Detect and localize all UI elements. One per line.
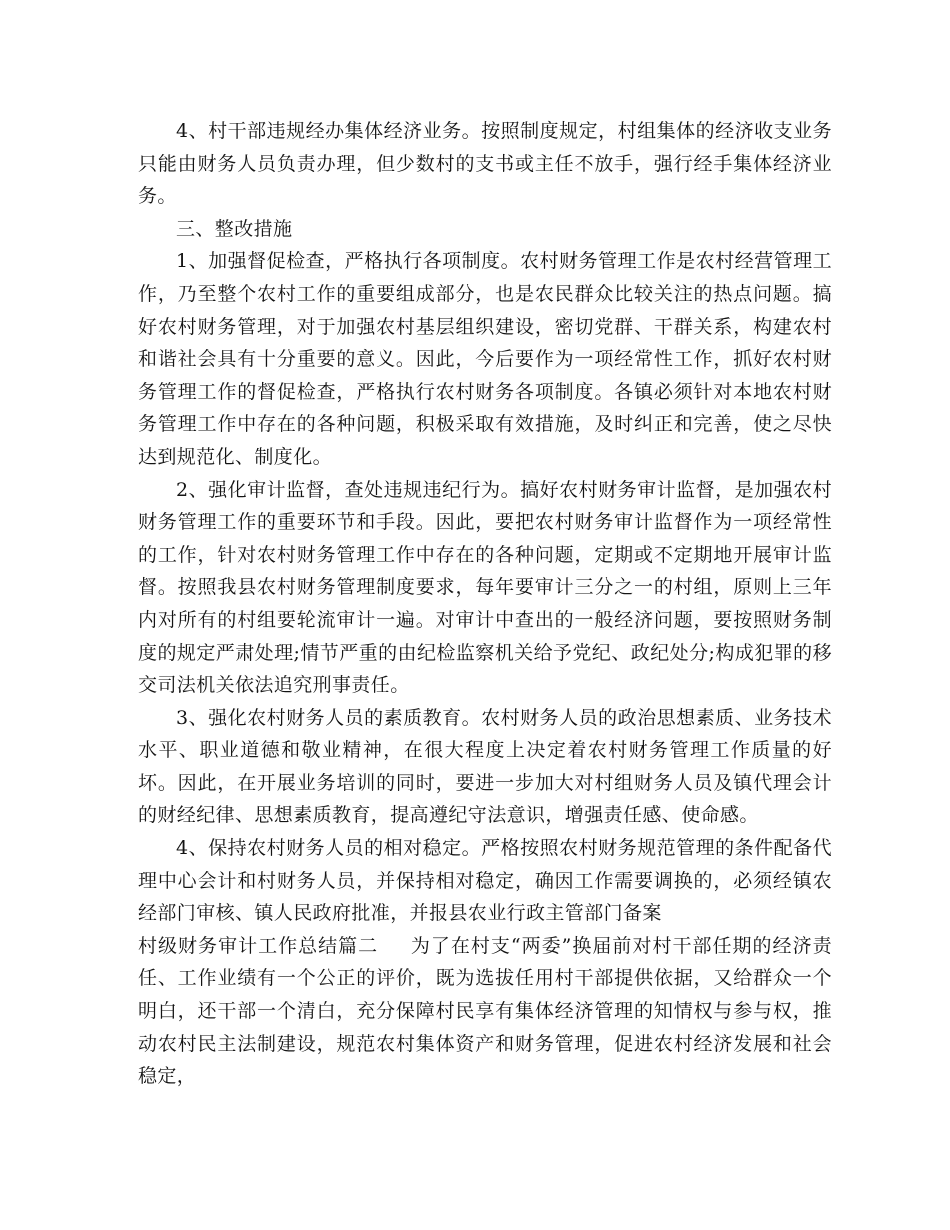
paragraph-audit-supervision: 2、强化审计监督，查处违规违纪行为。搞好农村财务审计监督，是加强农村财务管理工作的重要环节和手段。因此，要把农村财务审计监督作为一项经常性的工作，针对农村财务管理工作中存在的各种问题，定期或不定期地开展审计监督。按照我县农村财务管理制度要求，每年要审计三分之一的村组，原则上三年内对所有的村组要轮流审计一遍。对审计中查出的一般经济问题，要按照财务制度的规定严肃处理;情节严重的由纪检监察机关给予党纪、政纪处分;构成犯罪的移交司法机关依法追究刑事责任。 xyxy=(138,478,832,697)
paragraph-supervision-inspection: 1、加强督促检查，严格执行各项制度。农村财务管理工作是农村经营管理工作，乃至整个农村工作的重要组成部分，也是农民群众比较关注的热点问题。搞好农村财务管理，对于加强农村基层组织建设，密切党群、干群关系，构建农村和谐社会具有十分重要的意义。因此，今后要作为一项经常性工作，抓好农村财务管理工作的督促检查，严格执行农村财务各项制度。各镇必须针对本地农村财务管理工作中存在的各种问题，积极采取有效措施，及时纠正和完善，使之尽快达到规范化、制度化。 xyxy=(138,250,832,468)
section-heading: 村级财务审计工作总结篇二 xyxy=(138,934,379,957)
paragraph-village-cadres-violations: 4、村干部违规经办集体经济业务。按照制度规定，村组集体的经济收支业务只能由财务人员负责办理，但少数村的支书或主任不放手，强行经手集体经济业务。 xyxy=(138,120,832,208)
paragraph-staff-stability: 4、保持农村财务人员的相对稳定。严格按照农村财务规范管理的条件配备代理中心会计和村财务人员，并保持相对稳定，确因工作需要调换的，必须经镇农经部门审核、镇人民政府批准，并报县农业行政主管部门备案 xyxy=(138,837,832,925)
heading-rectification-measures: 三、整改措施 xyxy=(176,217,293,240)
section-intro-text: 为了在村支“两委”换届前对村干部任期的经济责任、工作业绩有一个公正的评价，既为选拔任用村干部提供依据，又给群众一个明白，还干部一个清白，充分保障村民享有集体经济管理的知情权与参与权，推动农村民主法制建设，规范农村集体资产和财务管理，促进农村经济发展和社会稳定， xyxy=(138,934,832,1088)
paragraph-staff-quality-education: 3、强化农村财务人员的素质教育。农村财务人员的政治思想素质、业务技术水平、职业道德和敬业精神，在很大程度上决定着农村财务管理工作质量的好坏。因此，在开展业务培训的同时，要进一步加大对村组财务人员及镇代理会计的财经纪律、思想素质教育，提高遵纪守法意识，增强责任感、使命感。 xyxy=(138,706,832,827)
section-two xyxy=(138,930,832,1093)
document-body xyxy=(138,115,832,1093)
